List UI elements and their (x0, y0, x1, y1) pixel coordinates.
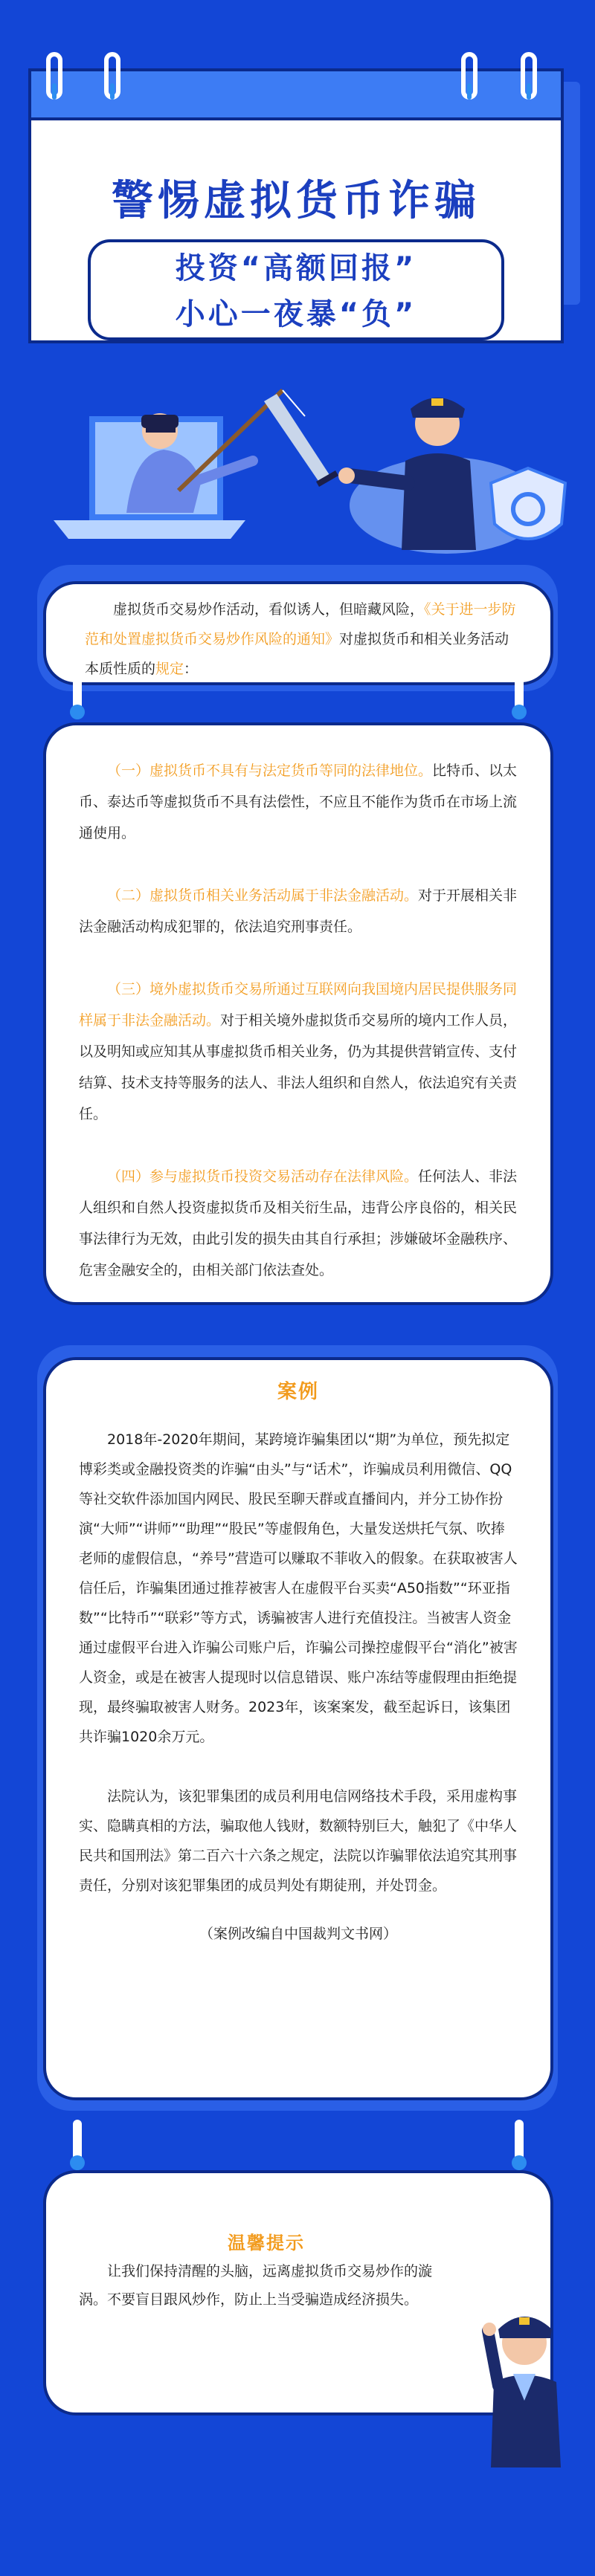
police-officer-icon (338, 398, 476, 550)
binder-ring-icon (521, 52, 537, 100)
intro-card (43, 581, 553, 685)
tip-text: 让我们保持清醒的头脑，远离虚拟货币交易炒作的漩涡。不要盲目跟风炒作，防止上当受骗造成经济损失。 (79, 2263, 433, 2308)
subtitle-line-1: 投资“高额回报” (175, 251, 417, 285)
rule-lead: （二） (107, 887, 150, 904)
rule-highlight: 境外虚拟货币交易所通过互联网向我国境内居民提供服务同样属于非法金融活动。 (79, 981, 518, 1029)
fraud-illustration (0, 372, 595, 565)
rule-item-4 (79, 1161, 518, 1286)
tip-heading: 温馨提示 (228, 2233, 305, 2253)
connector-pin-icon (73, 2120, 82, 2164)
rule-highlight: 虚拟货币不具有与法定货币等同的法律地位。 (149, 763, 433, 779)
case-paragraph-1: 2018年-2020年期间，某跨境诈骗集团以“期”为单位，预先拟定博彩类或金融投资类的诈骗“由头”与“话术”，诈骗成员利用微信、QQ等社交软件添加国内网民、股民至聊天群或直播间内，并分工协作扮演“大师”“讲师”“助理”“股民”等虚假角色，大量发送烘托气氛、吹捧老师的虚假信息，“养号”营造可以赚取不菲收入的假象。在获取被害人信任后，诈骗集团通过推荐被害人在虚假平台买卖“A50指数”“环亚指数”“比特币”“联彩”等方式，诱骗被害人进行充值投注。当被害人资金通过虚假平台进入诈骗公司账户后，诈骗公司操控虚假平台“消化”被害人资金，或是在被害人提现时以信息错误、账户冻结等虚假理由拒绝提现，最终骗取被害人财务。2023年，该案案发，截至起诉日，该集团共诈骗1020余万元。 (79, 1431, 518, 1745)
subtitle-line-2: 小心一夜暴“负” (175, 297, 417, 331)
intro-paragraph (85, 595, 518, 684)
binder-ring-icon (104, 52, 120, 100)
dagger-icon (264, 394, 338, 487)
rule-body: 任何法人、非法人组织和自然人投资虚拟货币及相关衍生品，违背公序良俗的，相关民事法律行为无效，由此引发的损失由其自行承担；涉嫌破坏金融秩序、危害金融安全的，由相关部门依法查处。 (79, 1168, 518, 1278)
intro-text-middle: 对虚拟货币和相关业务活动本质性质的 (85, 631, 509, 677)
binder-ring-icon (461, 52, 477, 100)
case-card (43, 1357, 553, 2100)
rule-body: 对于相关境外虚拟货币交易所的境内工作人员，以及明知或应知其从事虚拟货币相关业务，仍为其提供营销宣传、支付结算、技术支持等服务的法人、非法人组织和自然人，依法追究有关责任。 (79, 1012, 518, 1122)
rule-lead: （四） (107, 1168, 150, 1185)
rule-body: 比特币、以太币、泰达币等虚拟货币不具有法偿性，不应且不能作为货币在市场上流通使用。 (79, 763, 518, 841)
intro-keyword: 规定 (155, 661, 184, 677)
rule-body: 对于开展相关非法金融活动构成犯罪的，依法追究刑事责任。 (79, 887, 518, 935)
intro-text-end: ： (184, 661, 199, 677)
connector-pin-icon (515, 2120, 524, 2164)
page-title: 警惕虚拟货币诈骗 (112, 177, 480, 225)
connector-pin-icon (515, 669, 524, 713)
rules-card (43, 722, 553, 1305)
rule-highlight: 虚拟货币相关业务活动属于非法金融活动。 (149, 887, 419, 904)
rule-item-2 (79, 880, 518, 942)
notice-title-link[interactable]: 《关于进一步防范和处置虚拟货币交易炒作风险的通知》 (85, 601, 516, 647)
rule-lead: （一） (107, 763, 150, 779)
intro-text-before: 虚拟货币交易炒作活动，看似诱人，但暗藏风险， (113, 601, 425, 618)
rule-item-3 (79, 974, 518, 1130)
case-source: （案例改编自中国裁判文书网） (199, 1926, 397, 1942)
case-paragraph-2: 法院认为，该犯罪集团的成员利用电信网络技术手段，采用虚构事实、隐瞒真相的方法，骗取他人钱财，数额特别巨大，触犯了《中华人民共和国刑法》第二百六十六条之规定，法院以诈骗罪依法追究其刑事责任，分别对该犯罪集团的成员判处有期徒刑，并处罚金。 (79, 1788, 518, 1894)
binder-ring-icon (46, 52, 62, 100)
case-heading: 案例 (277, 1381, 319, 1403)
police-officer-saluting-icon (469, 2297, 580, 2467)
subtitle-box (88, 239, 504, 340)
shield-icon (491, 468, 565, 539)
rule-item-1 (79, 755, 518, 849)
rule-highlight: 参与虚拟货币投资交易活动存在法律风险。 (149, 1168, 419, 1185)
rule-lead: （三） (107, 981, 150, 997)
connector-pin-icon (73, 669, 82, 713)
